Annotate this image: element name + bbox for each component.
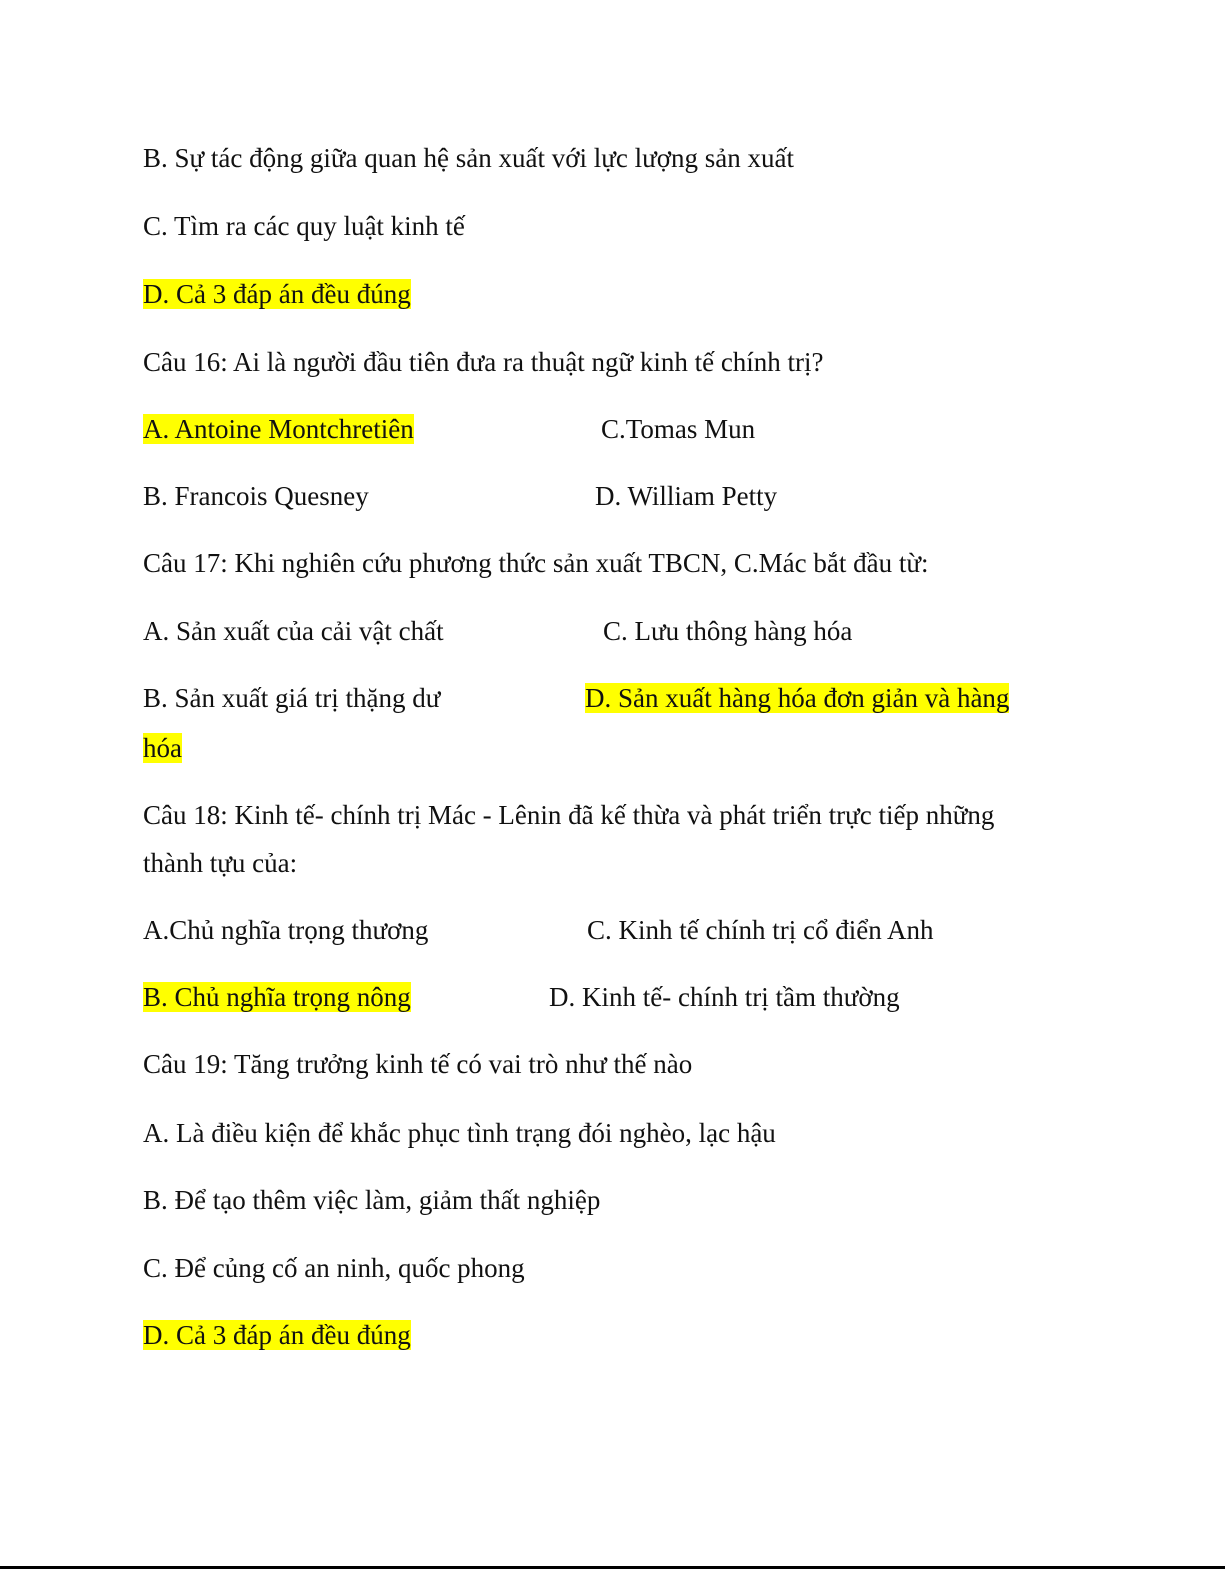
answer-option-c: C. Kinh tế chính trị cổ điển Anh [587, 915, 934, 945]
question-18-continued: thành tựu của: [143, 848, 298, 878]
correct-answer-highlight: D. Cả 3 đáp án đều đúng [143, 1320, 411, 1350]
answer-option-a: A. Sản xuất của cải vật chất [143, 616, 444, 646]
answer-row [585, 681, 1009, 715]
answer-option-d: D. Kinh tế- chính trị tầm thường [549, 982, 900, 1012]
answer-option-c: C. Tìm ra các quy luật kinh tế [143, 211, 465, 241]
answer-option-a: A. Là điều kiện để khắc phục tình trạng đói nghèo, lạc hậu [143, 1118, 776, 1148]
correct-answer-highlight: D. Sản xuất hàng hóa đơn giản và hàng [585, 683, 1010, 713]
answer-row [143, 1318, 411, 1352]
answer-option-a: A.Chủ nghĩa trọng thương [143, 915, 429, 945]
answer-option-b: B. Sản xuất giá trị thặng dư [143, 683, 441, 713]
correct-answer-highlight: D. Cả 3 đáp án đều đúng [143, 279, 411, 309]
answer-option-b: B. Để tạo thêm việc làm, giảm thất nghiệp [143, 1185, 601, 1215]
question-16: Câu 16: Ai là người đầu tiên đưa ra thuật ngữ kinh tế chính trị? [143, 347, 824, 377]
answer-row [143, 731, 182, 765]
correct-answer-highlight: B. Chủ nghĩa trọng nông [143, 982, 411, 1012]
answer-option-c: C. Lưu thông hàng hóa [603, 616, 853, 646]
correct-answer-highlight: A. Antoine Montchretiên [143, 414, 414, 444]
page-bottom-divider [0, 1566, 1225, 1569]
answer-option-b: B. Francois Quesney [143, 481, 369, 511]
answer-option-c: C. Để củng cố an ninh, quốc phong [143, 1253, 525, 1283]
answer-row [143, 412, 414, 446]
answer-row [143, 980, 411, 1014]
correct-answer-highlight: hóa [143, 733, 182, 763]
question-17: Câu 17: Khi nghiên cứu phương thức sản xuất TBCN, C.Mác bắt đầu từ: [143, 548, 929, 578]
answer-option-b: B. Sự tác động giữa quan hệ sản xuất với lực lượng sản xuất [143, 143, 794, 173]
question-18: Câu 18: Kinh tế- chính trị Mác - Lênin đã kế thừa và phát triển trực tiếp những [143, 800, 995, 830]
question-19: Câu 19: Tăng trưởng kinh tế có vai trò như thế nào [143, 1049, 693, 1079]
answer-option-d: D. William Petty [595, 481, 778, 511]
answer-row [143, 277, 411, 311]
answer-option-c: C.Tomas Mun [601, 414, 756, 444]
